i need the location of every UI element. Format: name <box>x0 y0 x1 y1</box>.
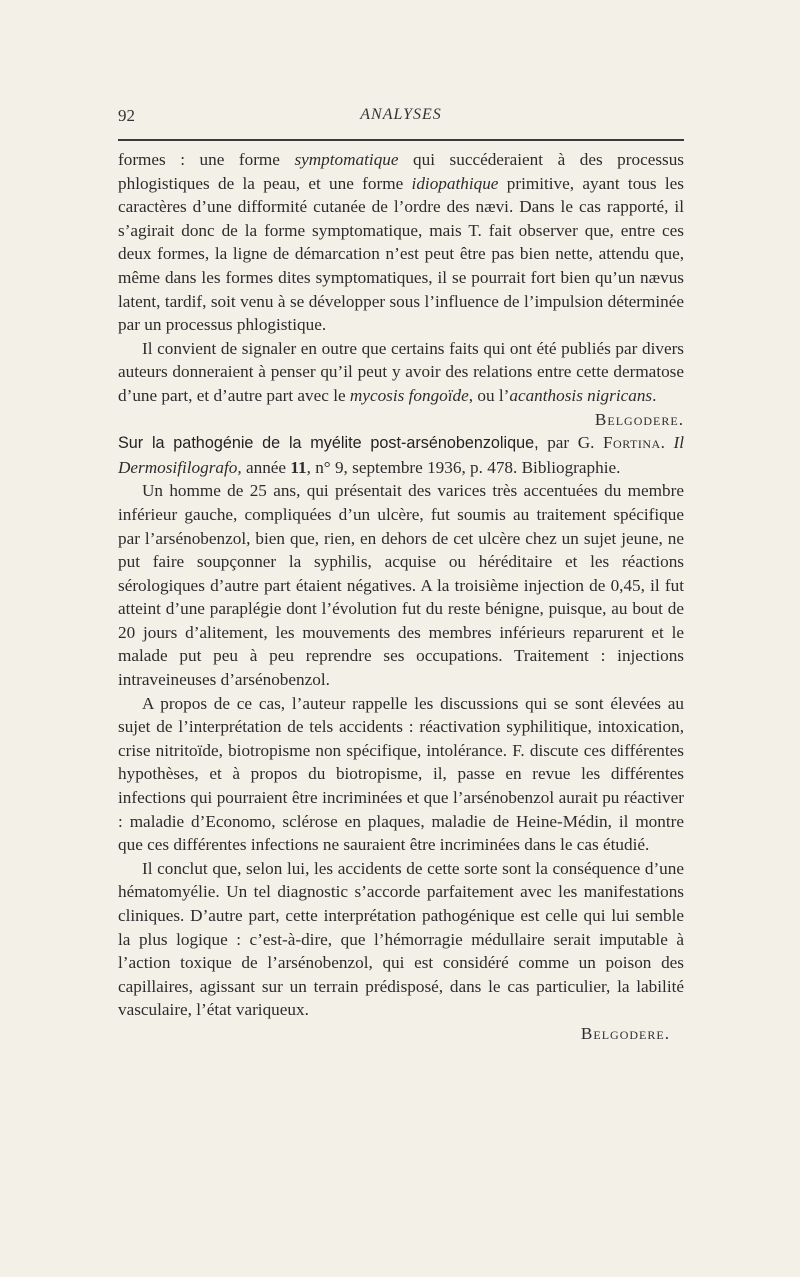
text-run: année <box>241 457 291 477</box>
paragraph-case: Un homme de 25 ans, qui présentait des varices très accentuées du membre inférieur gauche, compliquées d’un ulcère, fut soumis au traitement spécifique par l’arsénobenzol, bien que, rien, en dehors de cet ulcère chez un sujet jeune, ne put faire soupçonner la syphilis, acquise ou héréditaire et les réactions sérologiques d’autre part étaient négatives. A la troisième injection de 0,45, il fut atteint d’une paraplégie dont l’évolution fut du reste bénigne, puisque, au bout de 20 jours d’alitement, les mouvements des membres inférieurs reparurent et le malade put peu à peu reprendre ses occupations. Traitement : injections intraveineuses d’arsénobenzol. <box>118 481 684 690</box>
text-run: primitive, ayant tous les caractères d’une difformité cutanée de l’ordre des nævi. Dans le cas rapporté, il s’agirait donc de la forme symptomatique, mais T. fait observer que, entre ces deux formes, la ligne de démarcation n’est peut être pas bien nette, attendu que, même dans les formes dites symptomatiques, il se pourrait fort bien qu’un nævus latent, tardif, soit venu à se développer sous l’influence de l’impulsion déterminée par un processus phlogistique. <box>118 173 684 335</box>
article-heading <box>118 431 684 479</box>
text-run: , ou l’ <box>468 385 510 405</box>
text-run: par G. <box>538 433 603 453</box>
italic-term: acanthosis nigricans <box>509 385 653 405</box>
paragraph-relations <box>118 337 684 431</box>
text-run: qui succéderaient à des processus phlogistiques de la peau, et une forme <box>118 150 684 193</box>
article-author: Fortina <box>602 433 661 453</box>
journal-name: Il Dermosifilografo, <box>118 433 685 477</box>
text-run: . <box>660 433 674 453</box>
text-run: . <box>652 385 657 405</box>
italic-term: symptomatique <box>294 150 399 169</box>
journal-volume: 11 <box>290 457 307 477</box>
italic-term: idiopathique <box>411 173 499 193</box>
page-number: 92 <box>118 106 135 125</box>
article-body <box>118 148 684 1046</box>
final-signature-line <box>118 1022 684 1046</box>
article-title: Sur la pathogénie de la myélite post-arsénobenzolique, <box>118 434 539 453</box>
paragraph-conclusion: Il conclut que, selon lui, les accidents de cette sorte sont la conséquence d’une hématomyélie. Un tel diagnostic s’accorde parfaitement avec les manifestations cliniques. D’autre part, cette interprétation pathogénique est celle qui lui semble la plus logique : c’est-à-dire, que l’hémorragie médullaire serait imputable à l’action toxique de l’arsénobenzol, qui est considéré comme un poison des capillaires, agissant sur un terrain prédisposé, dans le cas particulier, la labilité vasculaire, l’état variqueux. <box>118 858 684 1020</box>
header-rule <box>118 139 684 141</box>
italic-term: mycosis fongoïde <box>349 385 469 405</box>
running-title: ANALYSES <box>360 106 442 123</box>
paragraph-continued <box>118 148 684 337</box>
text-run: Il convient de signaler en outre que certains faits qui ont été publiés par divers auteurs donneraient à penser qu’il peut y avoir des relations entre cette dermatose d’une part, et d’autre part avec le <box>118 338 684 405</box>
text-run: formes : une forme <box>118 150 295 169</box>
paragraph-discussion: A propos de ce cas, l’auteur rappelle les discussions qui se sont élevées au sujet de l’interprétation de tels accidents : réactivation syphilitique, intoxication, crise nitritoïde, biotropisme non spécifique, intolérance. F. discute ces différentes hypothèses, et à propos du biotropisme, il, passe en revue les différentes infections qui pourraient être incriminées et que l’arsénobenzol aurait pu réactiver : maladie d’Economo, sclérose en plaques, maladie de Heine-Médin, il montre que ces différentes infections ne sauraient être incriminées dans le cas étudié. <box>118 693 684 855</box>
page-header <box>118 106 684 130</box>
reviewer-signature: Belgodere. <box>580 1023 670 1043</box>
reviewer-signature: Belgodere. <box>594 409 684 429</box>
citation-details: , n° 9, septembre 1936, p. 478. Bibliographie. <box>306 457 621 477</box>
